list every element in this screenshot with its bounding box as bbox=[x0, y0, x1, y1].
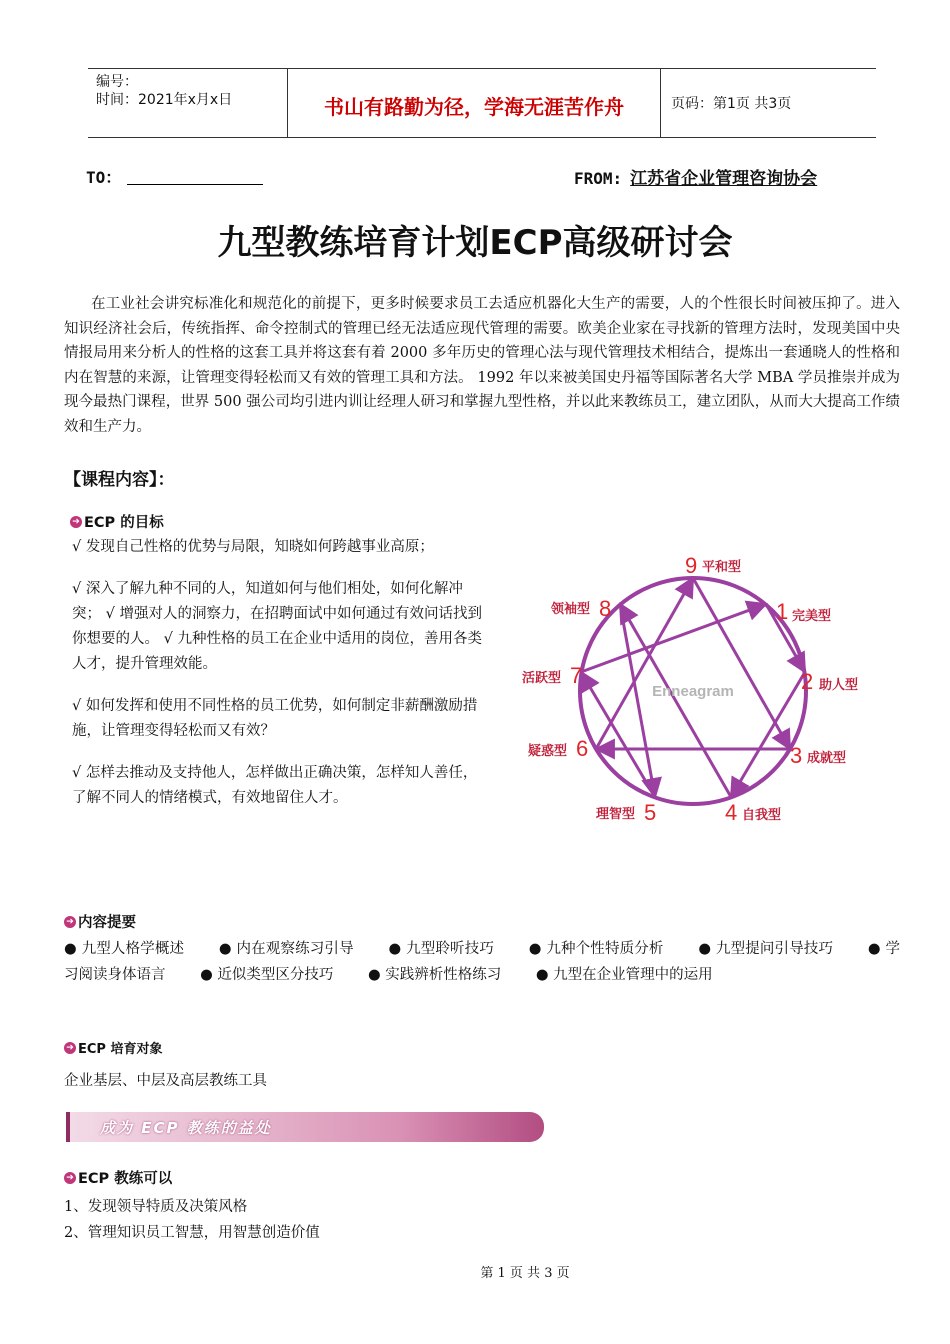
from-field bbox=[574, 164, 817, 189]
summary-heading-text: 内容提要 bbox=[78, 915, 136, 931]
summary-item: ● 九型聆听技巧 bbox=[388, 941, 494, 957]
page-footer: 第 1 页 共 3 页 bbox=[480, 1266, 570, 1281]
benefits-heading bbox=[64, 1167, 172, 1188]
page-title: 九型教练培育计划ECP高级研讨会 bbox=[217, 223, 733, 263]
goals-list bbox=[72, 535, 484, 828]
benefits-banner-text: 成为 ECP 教练的益处 bbox=[100, 1119, 272, 1137]
audience-heading-text: ECP 培育对象 bbox=[78, 1042, 163, 1057]
document-header bbox=[88, 68, 876, 138]
summary-item: ● 九型提问引导技巧 bbox=[698, 941, 834, 957]
summary-item: ● 九型人格学概述 bbox=[64, 941, 185, 957]
type-8-number: 8 bbox=[599, 596, 612, 621]
number-label: 编号： bbox=[96, 74, 138, 90]
type-5-number: 5 bbox=[644, 800, 657, 825]
audience-heading bbox=[64, 1038, 162, 1057]
goals-heading bbox=[70, 511, 164, 532]
benefit-item: 1、发现领导特质及决策风格 bbox=[64, 1199, 248, 1215]
arrow-bullet-icon: ➔ bbox=[64, 1172, 76, 1184]
type-9-number: 9 bbox=[685, 553, 698, 578]
type-7-number: 7 bbox=[570, 663, 583, 688]
arrow-bullet-icon: ➔ bbox=[64, 1042, 76, 1054]
from-organization: 江苏省企业管理咨询协会 bbox=[630, 169, 818, 189]
header-motto-cell bbox=[288, 69, 661, 137]
motto: 书山有路勤为径，学海无涯苦作舟 bbox=[324, 95, 624, 119]
type-9-name: 平和型 bbox=[702, 559, 742, 574]
to-label: TO： bbox=[86, 168, 122, 187]
type-6-name: 疑惑型 bbox=[528, 743, 568, 758]
type-3-number: 3 bbox=[790, 743, 803, 768]
arrow-bullet-icon: ➔ bbox=[70, 516, 82, 528]
type-1-name: 完美型 bbox=[792, 608, 832, 623]
audience-text: 企业基层、中层及高层教练工具 bbox=[64, 1073, 267, 1089]
summary-item: ● 实践辨析性格练习 bbox=[367, 967, 502, 983]
type-1-number: 1 bbox=[776, 599, 789, 624]
summary-item: ● 九型在企业管理中的运用 bbox=[535, 967, 713, 983]
summary-item: ● 九种个性特质分析 bbox=[528, 941, 664, 957]
page-info: 页码：第1页 共3页 bbox=[671, 96, 792, 112]
summary-item: ● 近似类型区分技巧 bbox=[200, 967, 334, 983]
goal-item: √ 怎样去推动及支持他人，怎样做出正确决策，怎样知人善任，了解不同人的情绪模式，有效地留住人才。 bbox=[72, 765, 478, 806]
goal-item: √ 如何发挥和使用不同性格的员工优势，如何制定非薪酬激励措施，让管理变得轻松而又有效？ bbox=[72, 698, 478, 739]
to-blank-line bbox=[127, 168, 263, 185]
course-heading: 【课程内容】： bbox=[64, 470, 175, 490]
type-4-number: 4 bbox=[725, 800, 738, 825]
type-7-name: 活跃型 bbox=[522, 670, 562, 685]
type-6-number: 6 bbox=[576, 736, 589, 761]
header-meta-cell bbox=[88, 69, 288, 137]
goal-item: √ 发现自己性格的优势与局限，知晓如何跨越事业高原； bbox=[72, 539, 434, 555]
type-2-name: 助人型 bbox=[819, 677, 859, 692]
summary-item: ● 学习阅读身体语言 bbox=[64, 941, 900, 983]
to-field bbox=[86, 165, 263, 188]
benefits-banner bbox=[66, 1112, 546, 1144]
enneagram-center-label: Enneagram bbox=[652, 683, 734, 700]
type-4-name: 自我型 bbox=[742, 807, 782, 822]
enneagram-diagram bbox=[510, 545, 860, 835]
intro-paragraph: 在工业社会讲究标准化和规范化的前提下，更多时候要求员工去适应机器化大生产的需要，人的个性很长时间被压抑了。进入知识经济社会后，传统指挥、命令控制式的管理已经无法适应现代管理的需要。欧美企业家在寻找新的管理方法时，发现美国中央情报局用来分析人的性格的这套工具并将这套有着 2000 多年历史的管理心法与现代管理技术相结合，提炼出一套通晓人的性格和内在智慧的来源，让管理变得轻松而又有效的管理工具和方法。 1992 年以来被美国史丹福等国际著名大学 MBA 学员推崇并成为现今最热门课程，世界 500 强公司均引进内训让经理人研习和掌握九型性格，并以此来教练员工，建立团队，从而大大提高工作绩效和生产力。 bbox=[64, 296, 900, 435]
time-label: 时间：2021年x月x日 bbox=[96, 92, 233, 108]
header-page-cell bbox=[661, 69, 876, 137]
summary-list bbox=[64, 936, 900, 988]
arrow-bullet-icon: ➔ bbox=[64, 916, 76, 928]
type-2-number: 2 bbox=[801, 669, 814, 694]
type-8-name: 领袖型 bbox=[551, 601, 591, 616]
benefits-heading-text: ECP 教练可以 bbox=[78, 1171, 173, 1187]
line-2-4 bbox=[731, 672, 805, 797]
summary-heading bbox=[64, 911, 136, 932]
benefit-item: 2、管理知识员工智慧，用智慧创造价值 bbox=[64, 1225, 320, 1241]
summary-item: ● 内在观察练习引导 bbox=[218, 941, 354, 957]
goal-item: √ 深入了解九种不同的人，知道如何与他们相处，如何化解冲突； √ 增强对人的洞察力，在招聘面试中如何通过有效问话找到你想要的人。 √ 九种性格的员工在企业中适用的岗位，善用各类人才，提升管理效能。 bbox=[72, 581, 482, 672]
from-label: FROM: bbox=[574, 169, 623, 188]
goals-heading-text: ECP 的目标 bbox=[84, 515, 164, 531]
type-5-name: 理智型 bbox=[596, 806, 636, 821]
type-3-name: 成就型 bbox=[807, 750, 847, 765]
